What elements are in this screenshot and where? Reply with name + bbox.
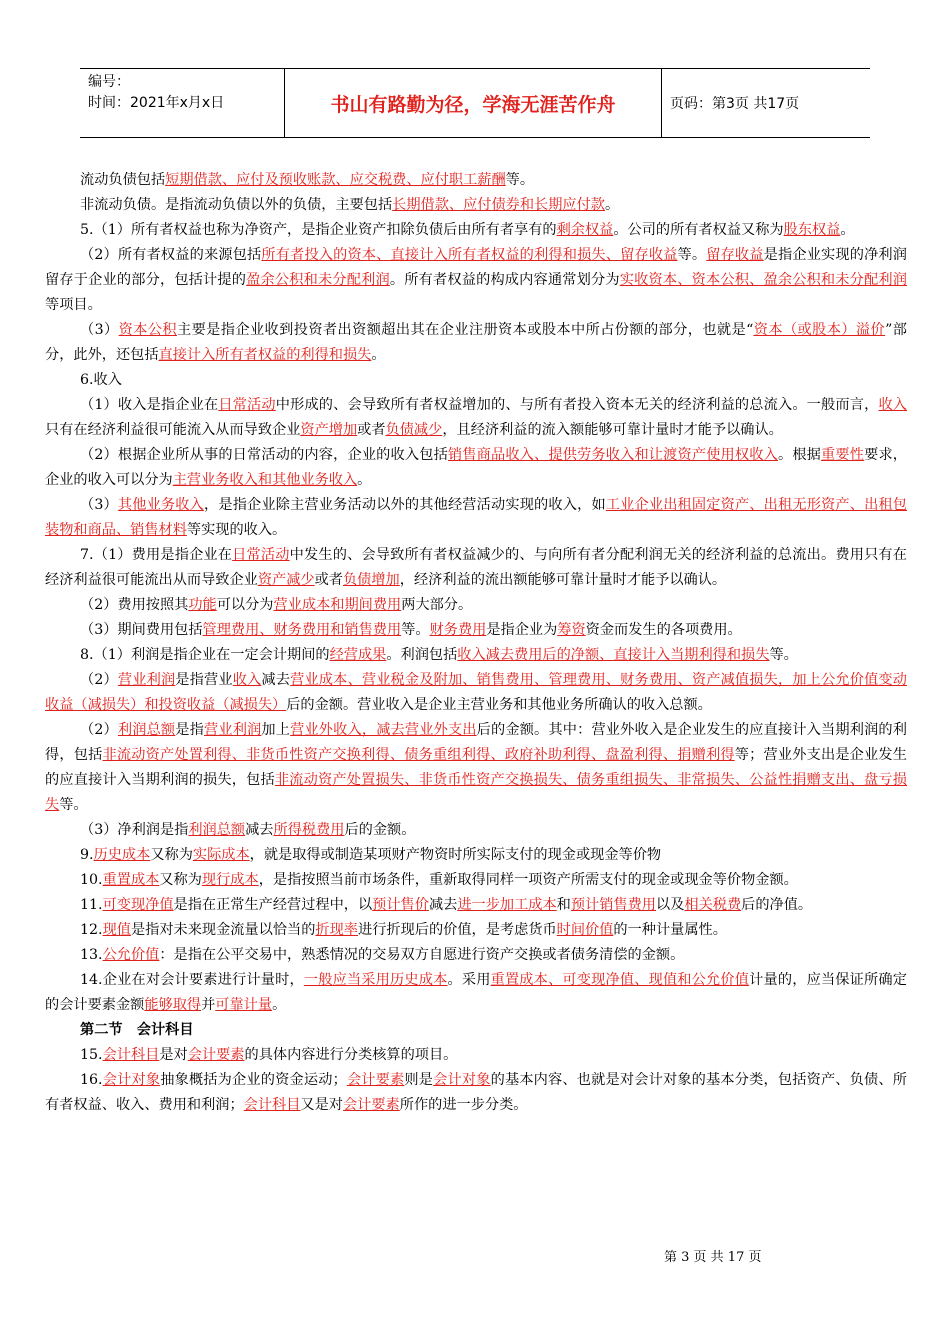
text-segment: 9. [80,847,94,863]
highlighted-term: 能够取得 [144,997,202,1013]
text-segment: （2）根据企业所从事的日常活动的内容，企业的收入包括 [80,447,448,463]
text-segment: （2） [80,672,118,688]
paragraph [45,618,907,643]
text-segment: 。 [604,197,620,213]
highlighted-term: 历史成本 [93,847,151,863]
paragraph [45,918,907,943]
text-segment: （2）费用按照其 [80,597,189,613]
highlighted-term: 剩余权益 [556,222,614,238]
text-segment: 两大部分。 [401,597,473,613]
text-segment: （2） [80,722,118,738]
highlighted-term: 资产减少 [257,572,315,588]
paragraph [45,543,907,593]
text-segment: 。公司的所有者权益又称为 [613,222,784,238]
text-segment: 是指对未来现金流量以恰当的 [130,922,316,938]
paragraph [45,243,907,318]
text-segment: 12. [80,922,103,938]
highlighted-term: 折现率 [315,922,358,938]
paragraph [45,193,907,218]
highlighted-term: 实际成本 [192,847,250,863]
highlighted-term: 会计要素 [342,1097,400,1113]
highlighted-term: 筹资 [557,622,586,638]
page-footer: 第 3 页 共 17 页 [664,1250,762,1265]
paragraph [45,643,907,668]
text-segment: 。 [272,997,287,1013]
highlighted-term: 资产增加 [300,422,358,438]
highlighted-term: 股东权益 [783,222,841,238]
text-segment: 非流动负债。是指流动负债以外的负债，主要包括 [80,197,393,213]
text-segment: 抽象概括为企业的资金运动； [160,1072,347,1088]
highlighted-term: 会计对象 [102,1072,161,1088]
text-segment: ，是指按照当前市场条件，重新取得同样一项资产所需支付的现金或现金等价物金额。 [258,872,798,888]
text-segment: 又称为 [150,847,193,863]
text-segment: 。所有者权益的构成内容通常划分为 [389,272,620,288]
highlighted-term: 进一步加工成本 [457,897,557,913]
paragraph [45,393,907,443]
text-segment: ”部分，此外，还包括 [45,322,907,363]
text-segment: 只有在经济利益很可能流入从而导致企业 [45,422,301,438]
text-segment: 等；营业外支出是企业发生的应直接计入当期利润的损失，包括 [45,747,907,788]
text-segment: 8.（1）利润是指企业在一定会计期间的 [80,647,330,663]
text-segment: 中形成的、会导致所有者权益增加的、与所有者投入资本无关的经济利益的总流入。一般而言， [275,397,879,413]
text-segment: （3） [80,497,118,513]
text-segment: 后的金额。营业收入是企业主营业务和其他业务所确认的收入总额。 [286,697,712,713]
text-segment: 。 [357,472,372,488]
highlighted-term: 利润总额 [117,722,176,738]
text-segment: 等。 [769,647,798,663]
text-segment: 计量的，应当保证所确定的会计要素金额 [45,972,907,1013]
highlighted-term: 经营成果 [329,647,387,663]
text-segment: 15. [80,1047,103,1063]
highlighted-term: 营业外收入，减去营业外支出 [290,722,477,738]
highlighted-term: 预计销售费用 [570,897,656,913]
highlighted-term: 负债减少 [385,422,443,438]
text-segment: 以及 [656,897,685,913]
paragraph [45,1043,907,1068]
text-segment: （2）所有者权益的来源包括 [80,247,262,263]
highlighted-term: 短期借款、应付及预收账款、应交税费、应付职工薪酬 [165,172,506,188]
text-segment: 的基本内容、也就是对会计对象的基本分类，包括资产、负债、所有者权益、收入、费用和利润； [45,1072,907,1113]
highlighted-term: 重置成本 [102,872,160,888]
highlighted-term: 会计要素 [187,1047,245,1063]
highlighted-term: 主营业务收入和其他业务收入 [172,472,358,488]
paragraph [45,868,907,893]
text-segment: 资金而发生的各项费用。 [585,622,742,638]
text-segment: 16. [80,1072,103,1088]
text-segment: ，经济利益的流出额能够可靠计量时才能予以确认。 [399,572,727,588]
text-segment: 减去 [261,672,291,688]
highlighted-term: 负债增加 [342,572,400,588]
highlighted-term: 现值 [102,922,131,938]
text-segment: 14.企业在对会计要素进行计量时， [80,972,304,988]
text-segment: 加上 [261,722,291,738]
time-label: 时间：2021年x月x日 [88,95,225,111]
text-segment: 是指营业 [175,672,233,688]
text-segment: 是指 [175,722,204,738]
text-segment: 是指企业为 [486,622,558,638]
paragraph [45,218,907,243]
highlighted-term: 日常活动 [232,547,290,563]
highlighted-term: 直接计入所有者权益的利得和损失 [158,347,372,363]
highlighted-term: 功能 [188,597,217,613]
paragraph [45,593,907,618]
highlighted-term: 收入 [878,397,907,413]
highlighted-term: 营业成本、营业税金及附加、销售费用、管理费用、财务费用、资产减值损失，加上公允价值变动收益（减损失）和投资收益（减损失） [45,672,907,713]
highlighted-term: 长期借款、应付债券和长期应付款 [392,197,605,213]
text-segment: 等。 [401,622,430,638]
highlighted-term: 一般应当采用历史成本 [303,972,448,988]
text-segment: 7.（1）费用是指企业在 [80,547,233,563]
highlighted-term: 营业利润 [204,722,262,738]
text-segment: ，是指企业除主营业务活动以外的其他经营活动实现的收入，如 [204,497,606,513]
text-segment: 11. [80,897,103,913]
text-segment: 。 [840,222,855,238]
highlighted-term: 现行成本 [201,872,259,888]
paragraph [45,968,907,1018]
text-segment: 13. [80,947,103,963]
text-segment: 要求，企业的收入可以分为 [45,447,907,488]
highlighted-term: 会计对象 [433,1072,491,1088]
text-segment: 后的净值。 [741,897,813,913]
highlighted-term: 收入 [232,672,262,688]
section-heading [45,1018,907,1043]
highlighted-term: 可变现净值 [102,897,174,913]
highlighted-term: 销售商品收入、提供劳务收入和让渡资产使用权收入 [447,447,778,463]
text-segment: 等项目。 [45,297,102,313]
page-header [80,68,870,138]
highlighted-term: 公允价值 [102,947,160,963]
highlighted-term: 利润总额 [188,822,246,838]
highlighted-term: 时间价值 [556,922,614,938]
text-segment: 的具体内容进行分类核算的项目。 [244,1047,458,1063]
highlighted-term: 重要性 [821,447,865,463]
paragraph [45,1068,907,1118]
text-segment: 进行折现后的价值，是考虑货币 [358,922,557,938]
text-segment: （1）收入是指企业在 [80,397,219,413]
text-segment: 又是对 [300,1097,343,1113]
text-segment: 。采用 [447,972,491,988]
text-segment: 则是 [404,1072,434,1088]
text-segment: （3） [80,322,119,338]
highlighted-term: 可靠计量 [215,997,273,1013]
paragraph [45,168,907,193]
highlighted-term: 预计售价 [372,897,429,913]
highlighted-term: 管理费用、财务费用和销售费用 [202,622,402,638]
highlighted-term: 营业成本和期间费用 [273,597,402,613]
highlighted-term: 日常活动 [218,397,276,413]
paragraph [45,668,907,718]
highlighted-term: 实收资本、资本公积、盈余公积和未分配利润 [619,272,907,288]
text-segment: 等。 [59,797,88,813]
highlighted-term: 非流动资产处置损失、非货币性资产交换损失、债务重组损失、非常损失、公益性捐赠支出、盘亏损失 [45,772,907,813]
paragraph [45,893,907,918]
text-segment: （3）期间费用包括 [80,622,203,638]
text-segment: ：是指在公平交易中，熟悉情况的交易双方自愿进行资产交换或者债务清偿的金额。 [159,947,685,963]
header-motto: 书山有路勤为径，学海无涯苦作舟 [285,69,662,137]
highlighted-term: 相关税费 [684,897,742,913]
text-segment: 。 [371,347,386,363]
text-segment: 等。 [505,172,535,188]
text-segment: 。利润包括 [386,647,458,663]
text-segment: 主要是指企业收到投资者出资额超出其在企业注册资本或股本中所占份额的部分，也就是“ [177,322,754,338]
highlighted-term: 收入减去费用后的净额、直接计入当期利得和损失 [457,647,770,663]
text-segment: 又称为 [159,872,202,888]
paragraph [45,493,907,543]
text-segment: 等实现的收入。 [186,522,287,538]
text-segment: 后的金额。 [344,822,416,838]
highlighted-term: 资本公积 [118,322,177,338]
highlighted-term: 所得税费用 [273,822,345,838]
paragraph [45,443,907,493]
paragraph [45,943,907,968]
text-segment: 减去 [245,822,274,838]
highlighted-term: 财务费用 [429,622,487,638]
highlighted-term: 盈余公积和未分配利润 [246,272,390,288]
highlighted-term: 工业企业出租固定资产、出租无形资产、出租包装物和商品、销售材料 [45,497,907,538]
text-segment: 并 [201,997,216,1013]
text-segment: 所作的进一步分类。 [399,1097,528,1113]
highlighted-term: 非流动资产处置利得、非货币性资产交换利得、债务重组利得、政府补助利得、盘盈利得、捐赠利得 [102,747,735,763]
text-segment: 是指企业实现的净利润留存于企业的部分，包括计提的 [45,247,907,288]
highlighted-term: 会计要素 [346,1072,405,1088]
header-meta [80,69,285,137]
paragraph [45,818,907,843]
text-segment: 中发生的、会导致所有者权益减少的、与向所有者分配利润无关的经济利益的总流出。费用只有在经济利益很可能流出从而导致企业 [45,547,907,588]
highlighted-term: 资本（或股本）溢价 [753,322,886,338]
highlighted-term: 会计科目 [102,1047,160,1063]
text-segment: （3）净利润是指 [80,822,189,838]
text-segment: 减去 [428,897,458,913]
text-segment: 或者 [314,572,343,588]
paragraph [45,843,907,868]
paragraph [45,318,907,368]
text-segment: ，就是取得或制造某项财产物资时所实际支付的现金或现金等价物 [249,847,662,863]
highlighted-term: 留存收益 [706,247,764,263]
number-label: 编号： [88,74,130,90]
highlighted-term: 其他业务收入 [117,497,204,513]
highlighted-term: 重置成本、可变现净值、现值和公允价值 [490,972,750,988]
text-segment: ，且经济利益的流入额能够可靠计量时才能予以确认。 [442,422,783,438]
paragraph [45,718,907,818]
text-segment: 5.（1）所有者权益也称为净资产，是指企业资产扣除负债后由所有者享有的 [80,222,557,238]
text-segment: 10. [80,872,103,888]
document-body [45,168,907,1118]
header-page-info: 页码：第3页 共17页 [670,96,800,112]
text-segment: 是指在正常生产经营过程中，以 [173,897,373,913]
paragraph [45,368,907,393]
text-segment: 等。 [677,247,707,263]
highlighted-term: 所有者投入的资本、直接计入所有者权益的利得和损失、留存收益 [261,247,678,263]
text-segment: 后的金额。其中：营业外收入是企业发生的应直接计入当期利润的利得，包括 [45,722,907,763]
text-segment: 流动负债包括 [80,172,166,188]
highlighted-term: 会计科目 [243,1097,301,1113]
text-segment: 是对 [159,1047,188,1063]
text-segment: 和 [556,897,571,913]
text-segment: 或者 [357,422,386,438]
text-segment: 可以分为 [216,597,274,613]
text-segment: 。根据 [777,447,822,463]
text-segment: 第二节 会计科目 [80,1022,194,1038]
text-segment: 的一种计量属性。 [613,922,727,938]
highlighted-term: 营业利润 [117,672,176,688]
text-segment: 6.收入 [80,372,122,388]
